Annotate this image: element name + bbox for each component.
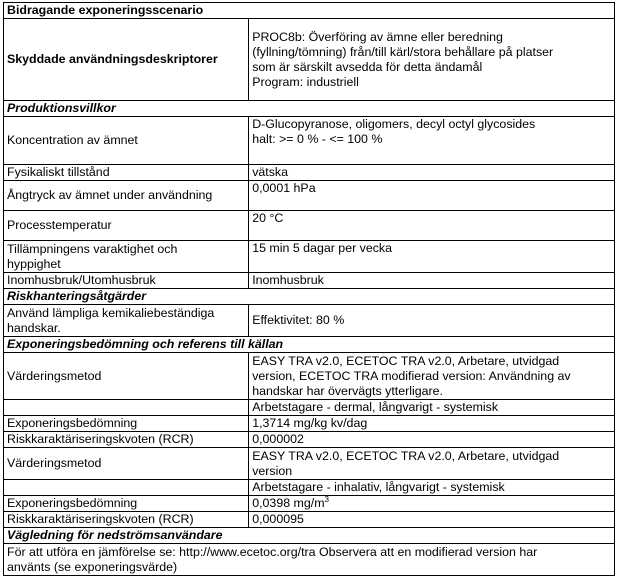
method-line: EASY TRA v2.0, ECETOC TRA v2.0, Arbetare, utvidgad [252, 448, 560, 463]
method-value [249, 353, 615, 400]
rcr-label: Riskkaraktäriseringskvoten (RCR) [4, 432, 249, 448]
guidance-line: För att utföra en jämförelse se: http://www.ecetoc.org/tra Observera att en modifierad version har [7, 544, 538, 559]
route-row [4, 480, 615, 496]
concentration-value [249, 117, 615, 165]
temperature-label: Processtemperatur [4, 211, 249, 241]
method-line: handskar har övervägts ytterligare. [252, 383, 443, 398]
physical-state-value: vätska [249, 165, 615, 181]
exposure-value-superscript: 3 [324, 495, 329, 504]
guidance-heading: Vägledning för nedströmsanvändare [4, 528, 615, 544]
descriptor-value [249, 19, 615, 101]
exposure-scenario-sheet [3, 2, 615, 576]
concentration-line: D-Glucopyranose, oligomers, decyl octyl glycosides [252, 117, 536, 131]
concentration-label: Koncentration av ämnet [4, 117, 249, 165]
rcr-row [4, 432, 615, 448]
exposure-row [4, 416, 615, 432]
gloves-label [4, 305, 249, 337]
gloves-label-line: Använd lämpliga kemikaliebeständiga [7, 305, 215, 320]
temperature-value: 20 °C [249, 211, 615, 241]
method-line: version, ECETOC TRA modifierad version: Användning av [252, 368, 571, 383]
exposure-value [249, 496, 615, 512]
route-label-empty [4, 480, 249, 496]
production-conditions-heading: Produktionsvillkor [4, 101, 615, 117]
physical-state-label: Fysikaliskt tillstånd [4, 165, 249, 181]
descriptor-line: Program: industriell [252, 74, 359, 89]
gloves-row [4, 305, 615, 337]
descriptor-line: PROC8b: Överföring av ämne eller beredning [252, 29, 503, 44]
exposure-value-main: 0,0398 mg/m [252, 496, 325, 510]
rcr-label: Riskkaraktäriseringskvoten (RCR) [4, 512, 249, 528]
exposure-label: Exponeringsbedömning [4, 496, 249, 512]
gloves-value: Effektivitet: 80 % [249, 305, 615, 337]
duration-label [4, 241, 249, 273]
method-label: Värderingsmetod [4, 448, 249, 480]
duration-label-line: Tillämpningens varaktighet och [7, 241, 178, 256]
guidance-line: använts (se exponeringsvärde) [7, 559, 178, 574]
descriptor-line: (fyllning/tömning) från/till kärl/stora behållare på platser [252, 44, 554, 59]
method-row [4, 353, 615, 400]
section-heading-row [4, 289, 615, 305]
exposure-scenario-table [3, 2, 615, 576]
location-label: Inomhusbruk/Utomhusbruk [4, 273, 249, 289]
exposure-row [4, 496, 615, 512]
route-value: Arbetstagare - dermal, långvarigt - systemisk [249, 400, 615, 416]
descriptor-line: som är särskilt avsedda för detta ändamål [252, 59, 483, 74]
rcr-value: 0,000002 [249, 432, 615, 448]
vapour-pressure-value: 0,0001 hPa [249, 181, 615, 211]
route-value: Arbetstagare - inhalativ, långvarigt - systemisk [249, 480, 615, 496]
duration-value: 15 min 5 dagar per vecka [249, 241, 615, 273]
method-label: Värderingsmetod [4, 353, 249, 400]
guidance-text [4, 544, 615, 576]
concentration-row [4, 117, 615, 165]
exposure-label: Exponeringsbedömning [4, 416, 249, 432]
method-line: EASY TRA v2.0, ECETOC TRA v2.0, Arbetare, utvidgad [252, 353, 560, 368]
descriptor-label: Skyddade användningsdeskriptorer [4, 19, 249, 101]
rcr-row [4, 512, 615, 528]
rcr-value: 0,000095 [249, 512, 615, 528]
vapour-pressure-row [4, 181, 615, 211]
location-row [4, 273, 615, 289]
section-heading-row [4, 528, 615, 544]
vapour-pressure-label: Ångtryck av ämnet under användning [4, 181, 249, 211]
method-row [4, 448, 615, 480]
table-title: Bidragande exponeringsscenario [4, 3, 615, 19]
assessment-heading: Exponeringsbedömning och referens till källan [4, 337, 615, 353]
method-value [249, 448, 615, 480]
method-line: version [252, 463, 293, 478]
temperature-row [4, 211, 615, 241]
gloves-label-line: handskar. [7, 320, 61, 335]
physical-state-row [4, 165, 615, 181]
exposure-value: 1,3714 mg/kg kv/dag [249, 416, 615, 432]
concentration-line: halt: >= 0 % - <= 100 % [252, 132, 383, 146]
duration-row [4, 241, 615, 273]
section-heading-row [4, 101, 615, 117]
title-row [4, 3, 615, 19]
risk-management-heading: Riskhanteringsåtgärder [4, 289, 615, 305]
section-heading-row [4, 337, 615, 353]
duration-label-line: hyppighet [7, 256, 61, 271]
guidance-row [4, 544, 615, 576]
route-row [4, 400, 615, 416]
descriptor-row [4, 19, 615, 101]
location-value: Inomhusbruk [249, 273, 615, 289]
route-label-empty [4, 400, 249, 416]
